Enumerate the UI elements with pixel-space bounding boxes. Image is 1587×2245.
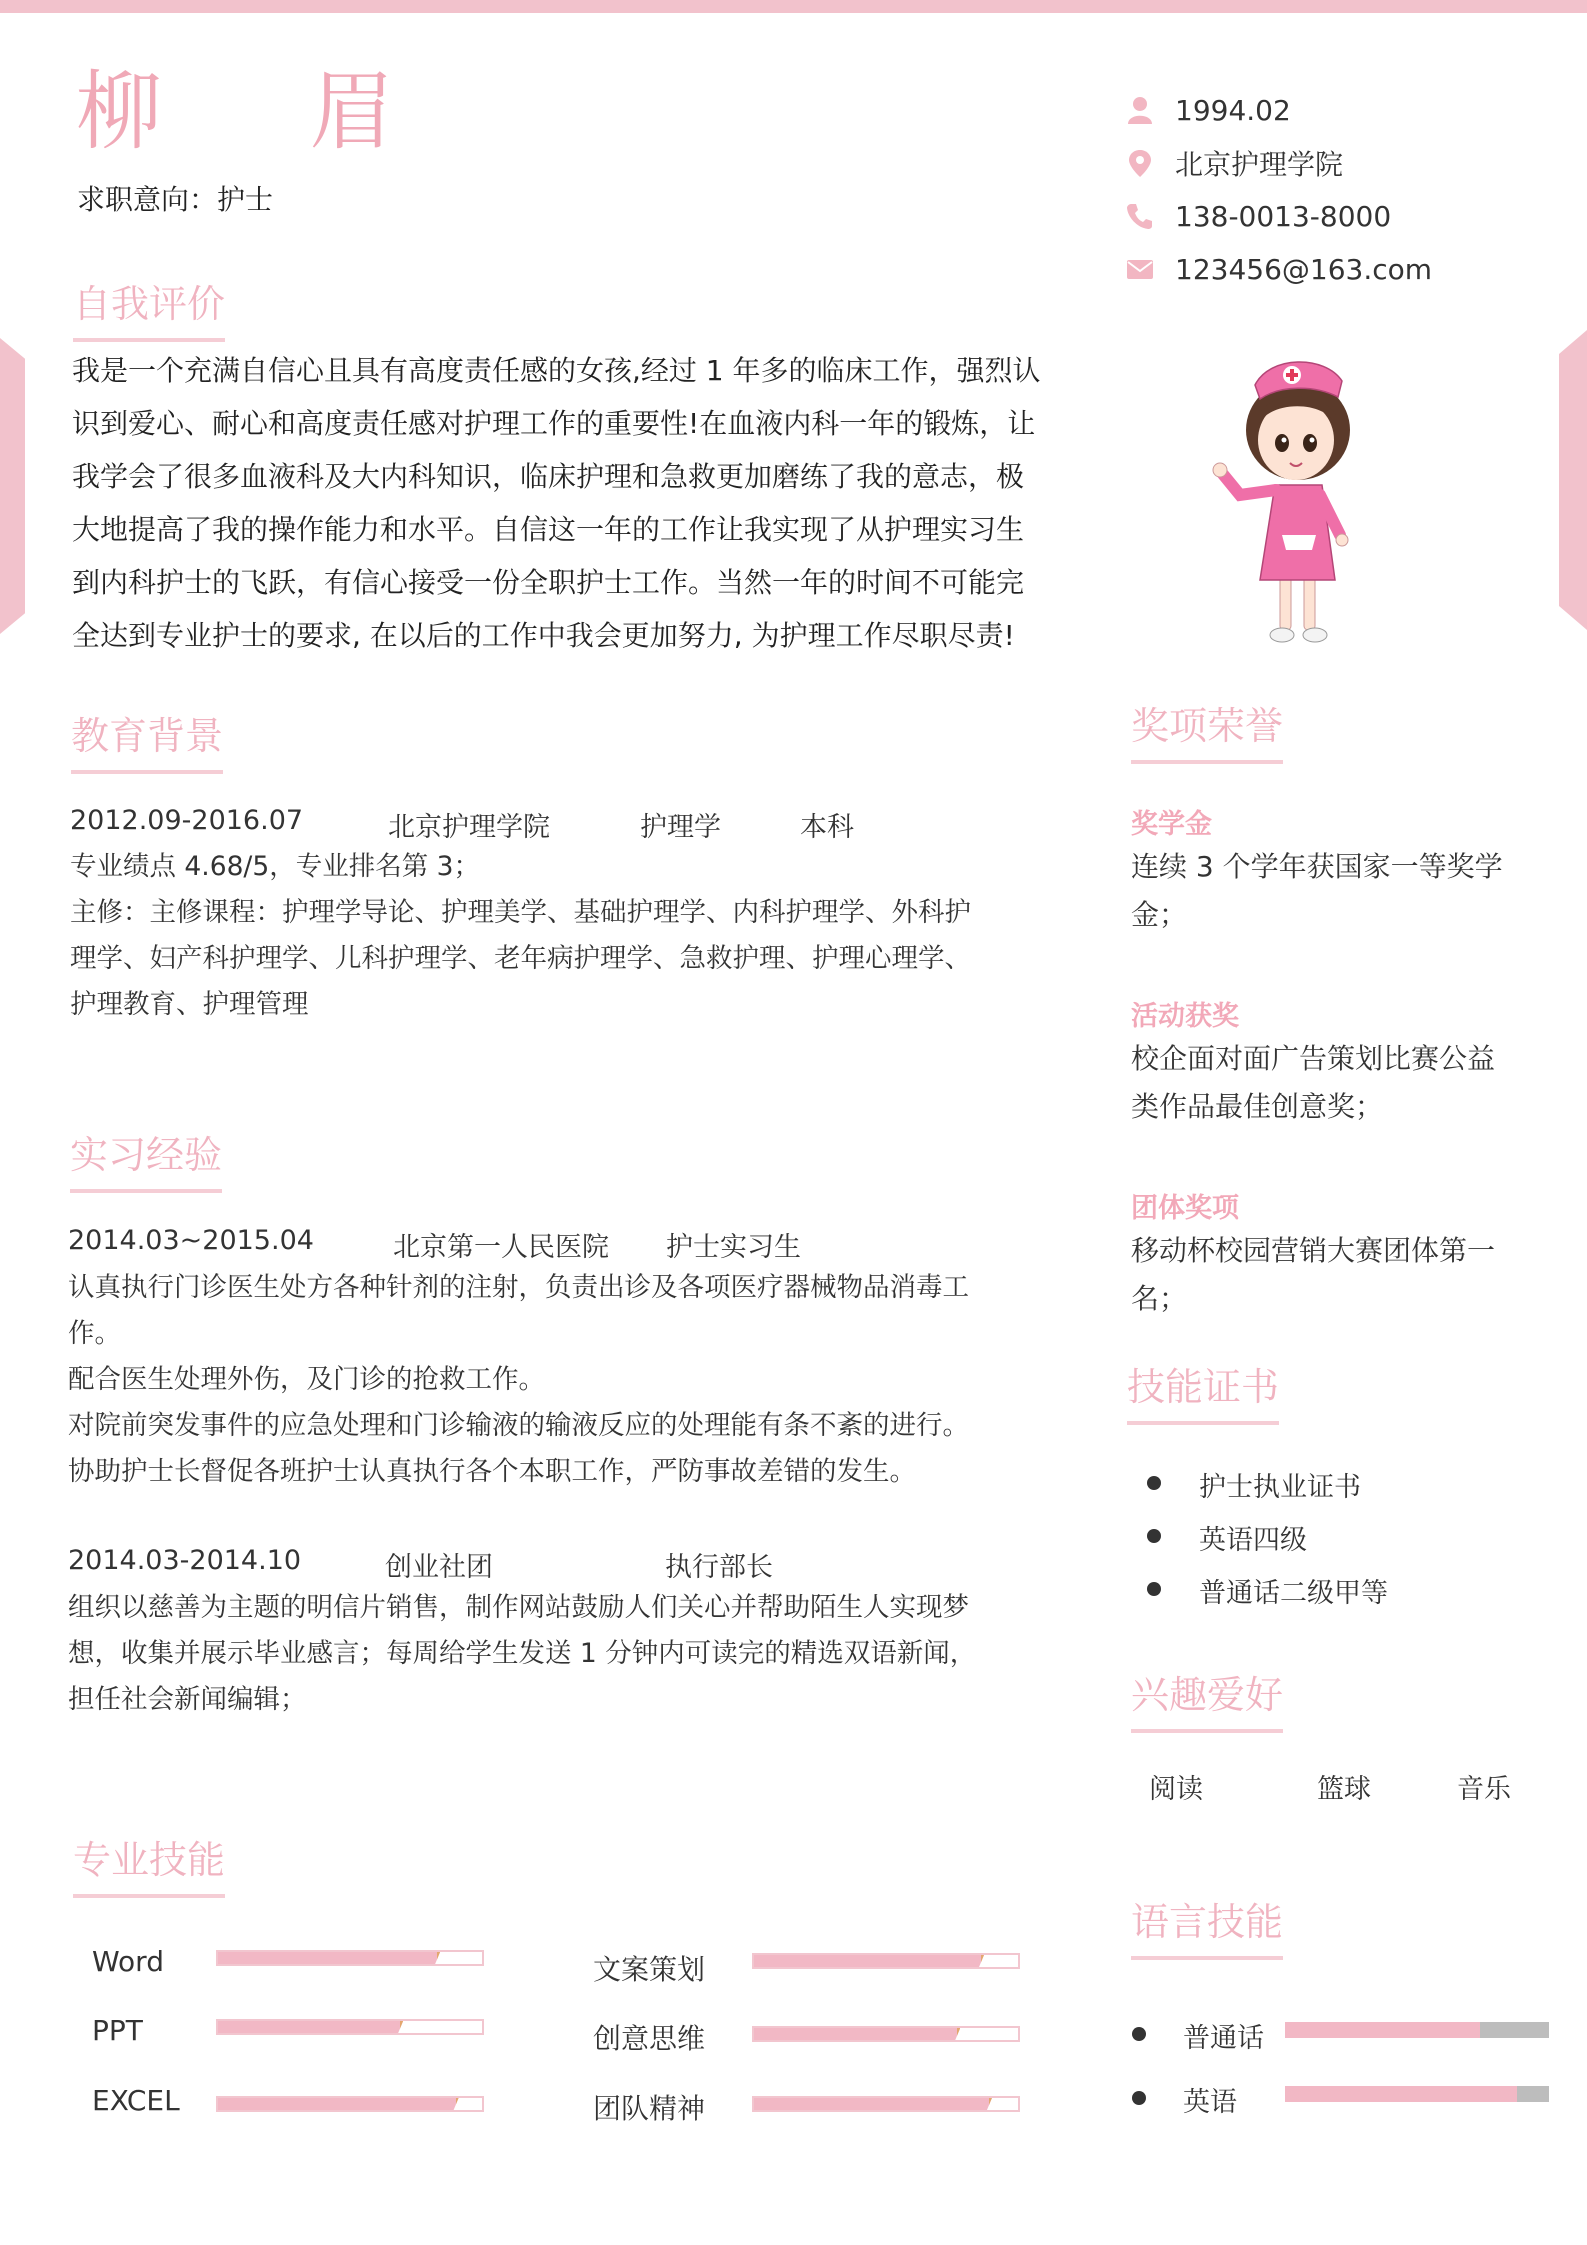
top-accent-bar (0, 0, 1587, 13)
edu-degree: 本科 (800, 812, 854, 843)
edu-school: 北京护理学院 (388, 812, 550, 843)
section-title-awards: 奖项荣誉 (1131, 702, 1283, 764)
award-line: 连续 3 个学年获国家一等奖学 (1131, 850, 1503, 883)
nurse-illustration (1200, 345, 1390, 650)
award-line: 类作品最佳创意奖； (1131, 1090, 1384, 1123)
job1-details (68, 1265, 1058, 1495)
skill-bar-excel (216, 2096, 484, 2112)
skill-bar-copywriting (752, 1953, 1020, 1969)
cert-bullet (1147, 1529, 1161, 1543)
email-text: 123456@163.com (1175, 252, 1433, 286)
lang-label-english: 英语 (1183, 2087, 1237, 2118)
candidate-name: 柳 眉 (76, 62, 456, 162)
contact-phone (1125, 196, 1545, 236)
hobby-music: 音乐 (1457, 1774, 1511, 1805)
job2-role: 执行部长 (665, 1552, 773, 1583)
cert-item: 普通话二级甲等 (1199, 1578, 1388, 1609)
skill-bar-ppt (216, 2019, 484, 2035)
edu-major: 护理学 (640, 812, 721, 843)
self-eval-line: 到内科护士的飞跃，有信心接受一份全职护士工作。当然一年的时间不可能完 (72, 566, 1025, 599)
job1-line: 对院前突发事件的应急处理和门诊输液的输液反应的处理能有条不紊的进行。 (68, 1410, 969, 1441)
edu-course-line: 护理教育、护理管理 (70, 989, 309, 1020)
job2-period: 2014.03-2014.10 (68, 1545, 302, 1576)
location-pin-icon (1125, 148, 1155, 178)
award-body-scholarship (1131, 843, 1551, 939)
job1-line: 作。 (68, 1318, 121, 1349)
hobby-reading: 阅读 (1149, 1774, 1203, 1805)
award-heading-activity: 活动获奖 (1131, 1001, 1239, 1032)
skill-bar-teamwork (752, 2096, 1020, 2112)
skill-fill-teamwork (754, 2098, 992, 2110)
skill-label-excel: EXCEL (92, 2084, 180, 2117)
lang-bullet (1132, 2091, 1146, 2105)
section-title-skills: 专业技能 (73, 1836, 225, 1898)
section-title-internship: 实习经验 (70, 1131, 222, 1193)
self-eval-line: 大地提高了我的操作能力和水平。自信这一年的工作让我实现了从护理实习生 (72, 513, 1025, 546)
right-side-accent (1559, 330, 1587, 630)
skill-fill-word (218, 1952, 440, 1964)
job1-role: 护士实习生 (666, 1232, 801, 1263)
section-title-hobbies: 兴趣爱好 (1131, 1671, 1283, 1733)
edu-course-line: 主修：主修课程：护理学导论、护理美学、基础护理学、内科护理学、外科护 (70, 897, 971, 928)
lang-label-mandarin: 普通话 (1183, 2023, 1264, 2054)
section-title-certs: 技能证书 (1127, 1363, 1279, 1425)
lang-fill-mandarin (1285, 2022, 1480, 2038)
section-title-languages: 语言技能 (1131, 1898, 1283, 1960)
mail-icon (1125, 254, 1155, 284)
lang-bar-english (1285, 2086, 1549, 2102)
phone-icon (1125, 201, 1155, 231)
skill-fill-excel (218, 2098, 459, 2110)
birth-text: 1994.02 (1175, 93, 1291, 127)
self-eval-text (72, 344, 1062, 662)
skill-fill-creativity (754, 2028, 960, 2040)
self-eval-line: 我学会了很多血液科及大内科知识，临床护理和急救更加磨练了我的意志，极 (72, 460, 1025, 493)
skill-label-word: Word (92, 1945, 164, 1978)
contact-birth (1125, 90, 1545, 130)
award-body-team (1131, 1227, 1551, 1323)
edu-course-line: 理学、妇产科护理学、儿科护理学、老年病护理学、急救护理、护理心理学、 (70, 943, 971, 974)
section-title-self-eval: 自我评价 (73, 280, 225, 342)
school-text: 北京护理学院 (1175, 148, 1344, 181)
job2-org: 创业社团 (385, 1552, 493, 1583)
edu-period: 2012.09-2016.07 (70, 805, 304, 836)
skill-fill-ppt (218, 2021, 403, 2033)
skill-label-creativity: 创意思维 (593, 2022, 706, 2055)
job2-details (68, 1585, 1058, 1723)
job1-period: 2014.03~2015.04 (68, 1225, 314, 1256)
award-line: 移动杯校园营销大赛团体第一 (1131, 1234, 1496, 1267)
skill-label-teamwork: 团队精神 (593, 2092, 706, 2125)
self-eval-line: 我是一个充满自信心且具有高度责任感的女孩,经过 1 年多的临床工作，强烈认 (72, 354, 1041, 387)
self-eval-line: 全达到专业护士的要求, 在以后的工作中我会更加努力, 为护理工作尽职尽责! (72, 619, 1015, 652)
edu-gpa: 专业绩点 4.68/5，专业排名第 3； (70, 851, 480, 882)
lang-fill-english (1285, 2086, 1517, 2102)
hobby-basketball: 篮球 (1317, 1774, 1371, 1805)
person-icon (1125, 95, 1155, 125)
cert-bullet (1147, 1476, 1161, 1490)
job1-line: 认真执行门诊医生处方各种针剂的注射，负责出诊及各项医疗器械物品消毒工 (68, 1272, 969, 1303)
cert-item: 护士执业证书 (1199, 1472, 1361, 1503)
award-line: 名； (1131, 1282, 1188, 1315)
job2-line: 担任社会新闻编辑； (68, 1684, 307, 1715)
job-intent: 求职意向：护士 (77, 183, 274, 216)
job1-org: 北京第一人民医院 (393, 1232, 609, 1263)
skill-label-copywriting: 文案策划 (593, 1953, 706, 1986)
award-heading-team: 团体奖项 (1131, 1193, 1239, 1224)
section-title-education: 教育背景 (71, 712, 223, 774)
award-line: 金； (1131, 898, 1188, 931)
self-eval-line: 识到爱心、耐心和高度责任感对护理工作的重要性!在血液内科一年的锻炼，让 (72, 407, 1036, 440)
left-side-accent (0, 338, 25, 634)
job2-line: 想，收集并展示毕业感言；每周给学生发送 1 分钟内可读完的精选双语新闻， (68, 1638, 977, 1669)
award-heading-scholarship: 奖学金 (1131, 809, 1212, 840)
job1-line: 配合医生处理外伤，及门诊的抢救工作。 (68, 1364, 545, 1395)
lang-bar-mandarin (1285, 2022, 1549, 2038)
job1-line: 协助护士长督促各班护士认真执行各个本职工作，严防事故差错的发生。 (68, 1456, 916, 1487)
award-body-activity (1131, 1035, 1551, 1131)
contact-school (1125, 143, 1545, 183)
cert-item: 英语四级 (1199, 1525, 1307, 1556)
edu-details (70, 844, 1050, 1028)
phone-text: 138-0013-8000 (1175, 199, 1392, 233)
skill-bar-creativity (752, 2026, 1020, 2042)
lang-bullet (1132, 2027, 1146, 2041)
job2-line: 组织以慈善为主题的明信片销售，制作网站鼓励人们关心并帮助陌生人实现梦 (68, 1592, 969, 1623)
skill-fill-copywriting (754, 1955, 984, 1967)
award-line: 校企面对面广告策划比赛公益 (1131, 1042, 1496, 1075)
skill-bar-word (216, 1950, 484, 1966)
contact-email (1125, 249, 1545, 289)
cert-bullet (1147, 1582, 1161, 1596)
skill-label-ppt: PPT (92, 2014, 143, 2047)
